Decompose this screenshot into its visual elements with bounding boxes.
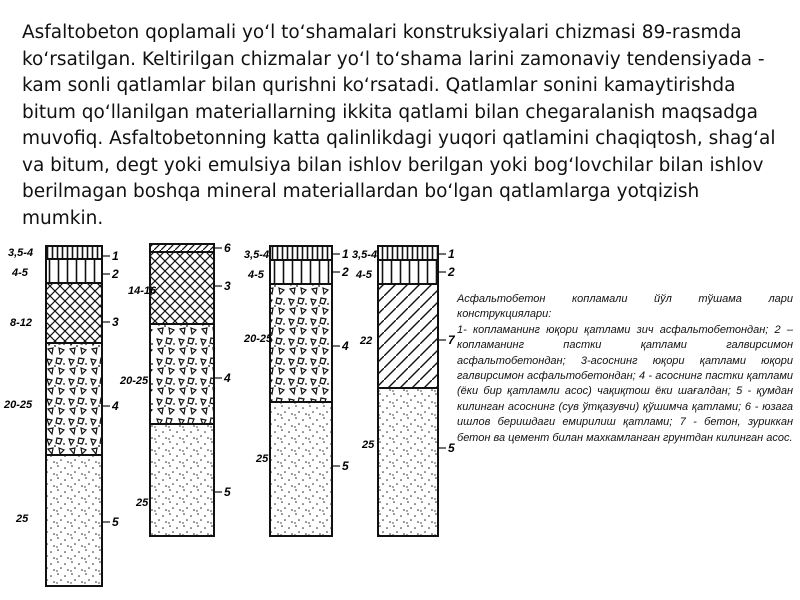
layer-number-label: 1 [342, 247, 349, 261]
layer-4-crushed-stone [46, 343, 102, 455]
figure-caption [457, 292, 793, 446]
layer-number-label: 5 [342, 459, 349, 473]
layer-number-label: 3 [112, 315, 119, 329]
layer-number-label: 4 [112, 399, 119, 413]
thickness-label: 20-25 [244, 333, 273, 345]
layer-number-label: 6 [224, 241, 231, 255]
layer-2-porous-asphalt [270, 260, 332, 284]
layer-4-crushed-stone [150, 324, 214, 424]
layer-number-label: 7 [448, 333, 455, 347]
layer-number-label: 2 [448, 265, 455, 279]
layer-number-label: 4 [224, 371, 231, 385]
thickness-label: 3,5-4 [352, 249, 378, 261]
layer-1-dense-asphalt [270, 246, 332, 260]
layer-7-cement-bound-base [378, 284, 438, 388]
structure-column-4 [352, 246, 456, 536]
layer-5-sand-base [46, 455, 102, 586]
layer-number-label: 3 [224, 279, 231, 293]
caption-title: Асфальтобетон копламали йўл тўшама лари конструкциялари: [457, 293, 793, 321]
layer-2-porous-asphalt [46, 259, 102, 283]
layer-5-sand-base [150, 424, 214, 536]
structure-column-1 [3, 246, 119, 586]
layer-number-label: 4 [342, 339, 349, 353]
layer-number-label: 2 [342, 265, 349, 279]
thickness-label: 4-5 [356, 269, 372, 281]
thickness-label: 4-5 [12, 267, 28, 279]
layer-2-porous-asphalt [378, 260, 438, 284]
layer-number-label: 2 [112, 267, 119, 281]
thickness-label: 20-25 [4, 399, 33, 411]
thickness-label: 8-12 [10, 317, 33, 329]
layer-5-sand-base [270, 402, 332, 536]
thickness-label: 25 [256, 453, 269, 465]
layer-4-crushed-stone [270, 284, 332, 402]
thickness-label: 14-16 [128, 285, 157, 297]
layer-number-label: 5 [112, 515, 119, 529]
thickness-label: 3,5-4 [8, 247, 34, 259]
layer-number-label: 5 [224, 485, 231, 499]
layer-1-dense-asphalt [378, 246, 438, 260]
thickness-label: 20-25 [120, 375, 149, 387]
layer-number-label: 5 [448, 441, 455, 455]
thickness-label: 25 [136, 497, 149, 509]
layer-1-dense-asphalt [46, 246, 102, 259]
layer-3-highly-porous-asphalt [150, 252, 214, 324]
layer-3-highly-porous-asphalt [46, 283, 102, 343]
thickness-label: 25 [16, 513, 29, 525]
layer-6-wear-layer [150, 244, 214, 252]
thickness-label: 3,5-4 [244, 249, 270, 261]
caption-legend: 1- копламанинг юқори қатлами зич асфальтобетондан; 2 – копламанинг пастки қатлами галвирсимон асфальтобетондан; 3-асоснинг юқори қатлами юқори галвирсимон асфальтобетондан; 4 - асоснинг пастки қатлами (ёки бир қатламли асос) чақиқтош ёки шағалдан; 5 - қумдан килинган асоснинг (сув ўтқазувчи) қўшимча қатлами; 6 - юзага ишлов беришдаги емирилиш қатлами; 7 - бетон, зуриккан бетон ва цемент билан махкамланган грунтдан килинган асос. [457, 323, 793, 444]
thickness-label: 22 [360, 335, 373, 347]
layer-number-label: 1 [448, 247, 455, 261]
body-paragraph: Asfaltobeton qoplamali yoʻl toʻshamalari konstruksiyalari chizmasi 89-rasmda koʻrsatilgan. Keltirilgan chizmalar yoʻl toʻshama larini zamonaviy tendensiyada - kam sonli qatlamlar bilan qurishni koʻrsatadi. Qatlamlar sonini kamaytirishda bitum qoʻllanilgan materiallarning ikkita qatlami bilan chegaralanish maqsadga muvofiq. Asfaltobetonning katta qalinlikdagi yuqori qatlamini chaqiqtosh, shagʻal va bitum, degt yoki emulsiya bilan ishlov berilgan yoki bogʻlovchilar bilan ishlov berilmagan boshqa mineral materiallardan boʻlgan qatlamlarga yotqizish mumkin. [22, 22, 776, 229]
pavement-structure-figure [0, 236, 460, 596]
thickness-label: 4-5 [248, 269, 264, 281]
thickness-label: 25 [362, 439, 375, 451]
layer-5-sand-base [378, 388, 438, 536]
structure-column-3 [243, 246, 349, 536]
layer-number-label: 1 [112, 249, 119, 263]
structure-column-2 [119, 241, 231, 536]
